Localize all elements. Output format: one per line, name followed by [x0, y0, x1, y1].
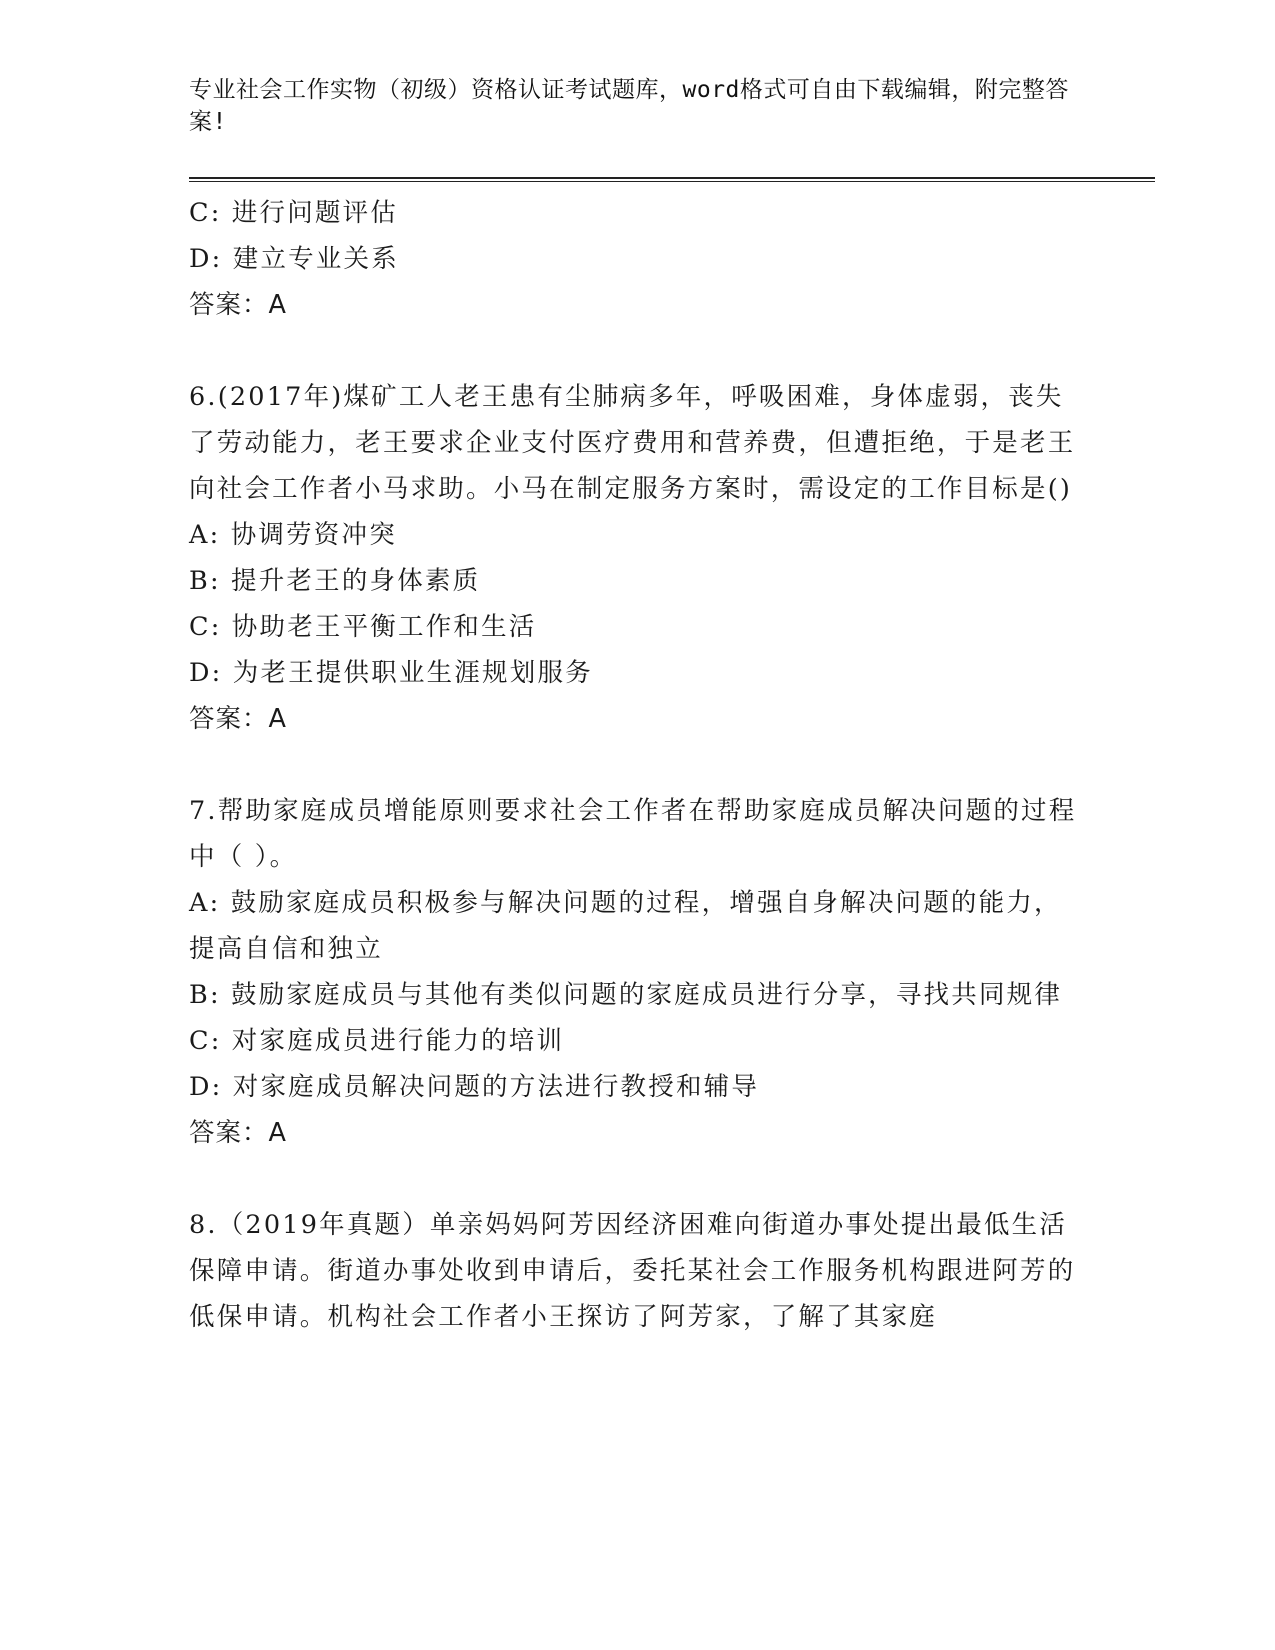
option-c: C: 进行问题评估	[189, 198, 399, 228]
question-stem: 6.(2017年)煤矿工人老王患有尘肺病多年，呼吸困难，身体虚弱，丧失了劳动能力，老王要求企业支付医疗费用和营养费，但遭拒绝，于是老王向社会工作者小马求助。小马在制定服务方案时，需设定的工作目标是()	[189, 382, 1076, 504]
option-c: C: 协助老王平衡工作和生活	[189, 612, 537, 642]
answer-line: 答案：A	[189, 1118, 287, 1148]
spacer	[189, 742, 1089, 788]
question-6	[189, 374, 1089, 742]
header-title: 专业社会工作实物（初级）资格认证考试题库，word格式可自由下载编辑，附完整答案!	[189, 77, 1069, 135]
option-a: A: 鼓励家庭成员积极参与解决问题的过程，增强自身解决问题的能力，提高自信和独立	[189, 888, 1062, 964]
option-b: B: 鼓励家庭成员与其他有类似问题的家庭成员进行分享，寻找共同规律	[189, 980, 1063, 1010]
question-7	[189, 788, 1089, 1156]
spacer	[189, 328, 1089, 374]
question-8	[189, 1202, 1089, 1340]
spacer	[189, 1156, 1089, 1202]
option-a: A: 协调劳资冲突	[189, 520, 397, 550]
question-stem: 7.帮助家庭成员增能原则要求社会工作者在帮助家庭成员解决问题的过程中（ ）。	[189, 796, 1077, 872]
option-d: D: 为老王提供职业生涯规划服务	[189, 658, 593, 688]
option-d: D: 建立专业关系	[189, 244, 399, 274]
option-b: B: 提升老王的身体素质	[189, 566, 481, 596]
answer-line: 答案：A	[189, 290, 287, 320]
header-divider	[189, 177, 1155, 182]
option-d: D: 对家庭成员解决问题的方法进行教授和辅导	[189, 1072, 760, 1102]
document-body	[189, 190, 1089, 1340]
page-header	[189, 74, 1069, 138]
question-5-continued	[189, 190, 1089, 328]
question-stem: 8.（2019年真题）单亲妈妈阿芳因经济困难向街道办事处提出最低生活保障申请。街道办事处收到申请后，委托某社会工作服务机构跟进阿芳的低保申请。机构社会工作者小王探访了阿芳家，了解了其家庭	[189, 1210, 1076, 1332]
answer-line: 答案：A	[189, 704, 287, 734]
option-c: C: 对家庭成员进行能力的培训	[189, 1026, 565, 1056]
